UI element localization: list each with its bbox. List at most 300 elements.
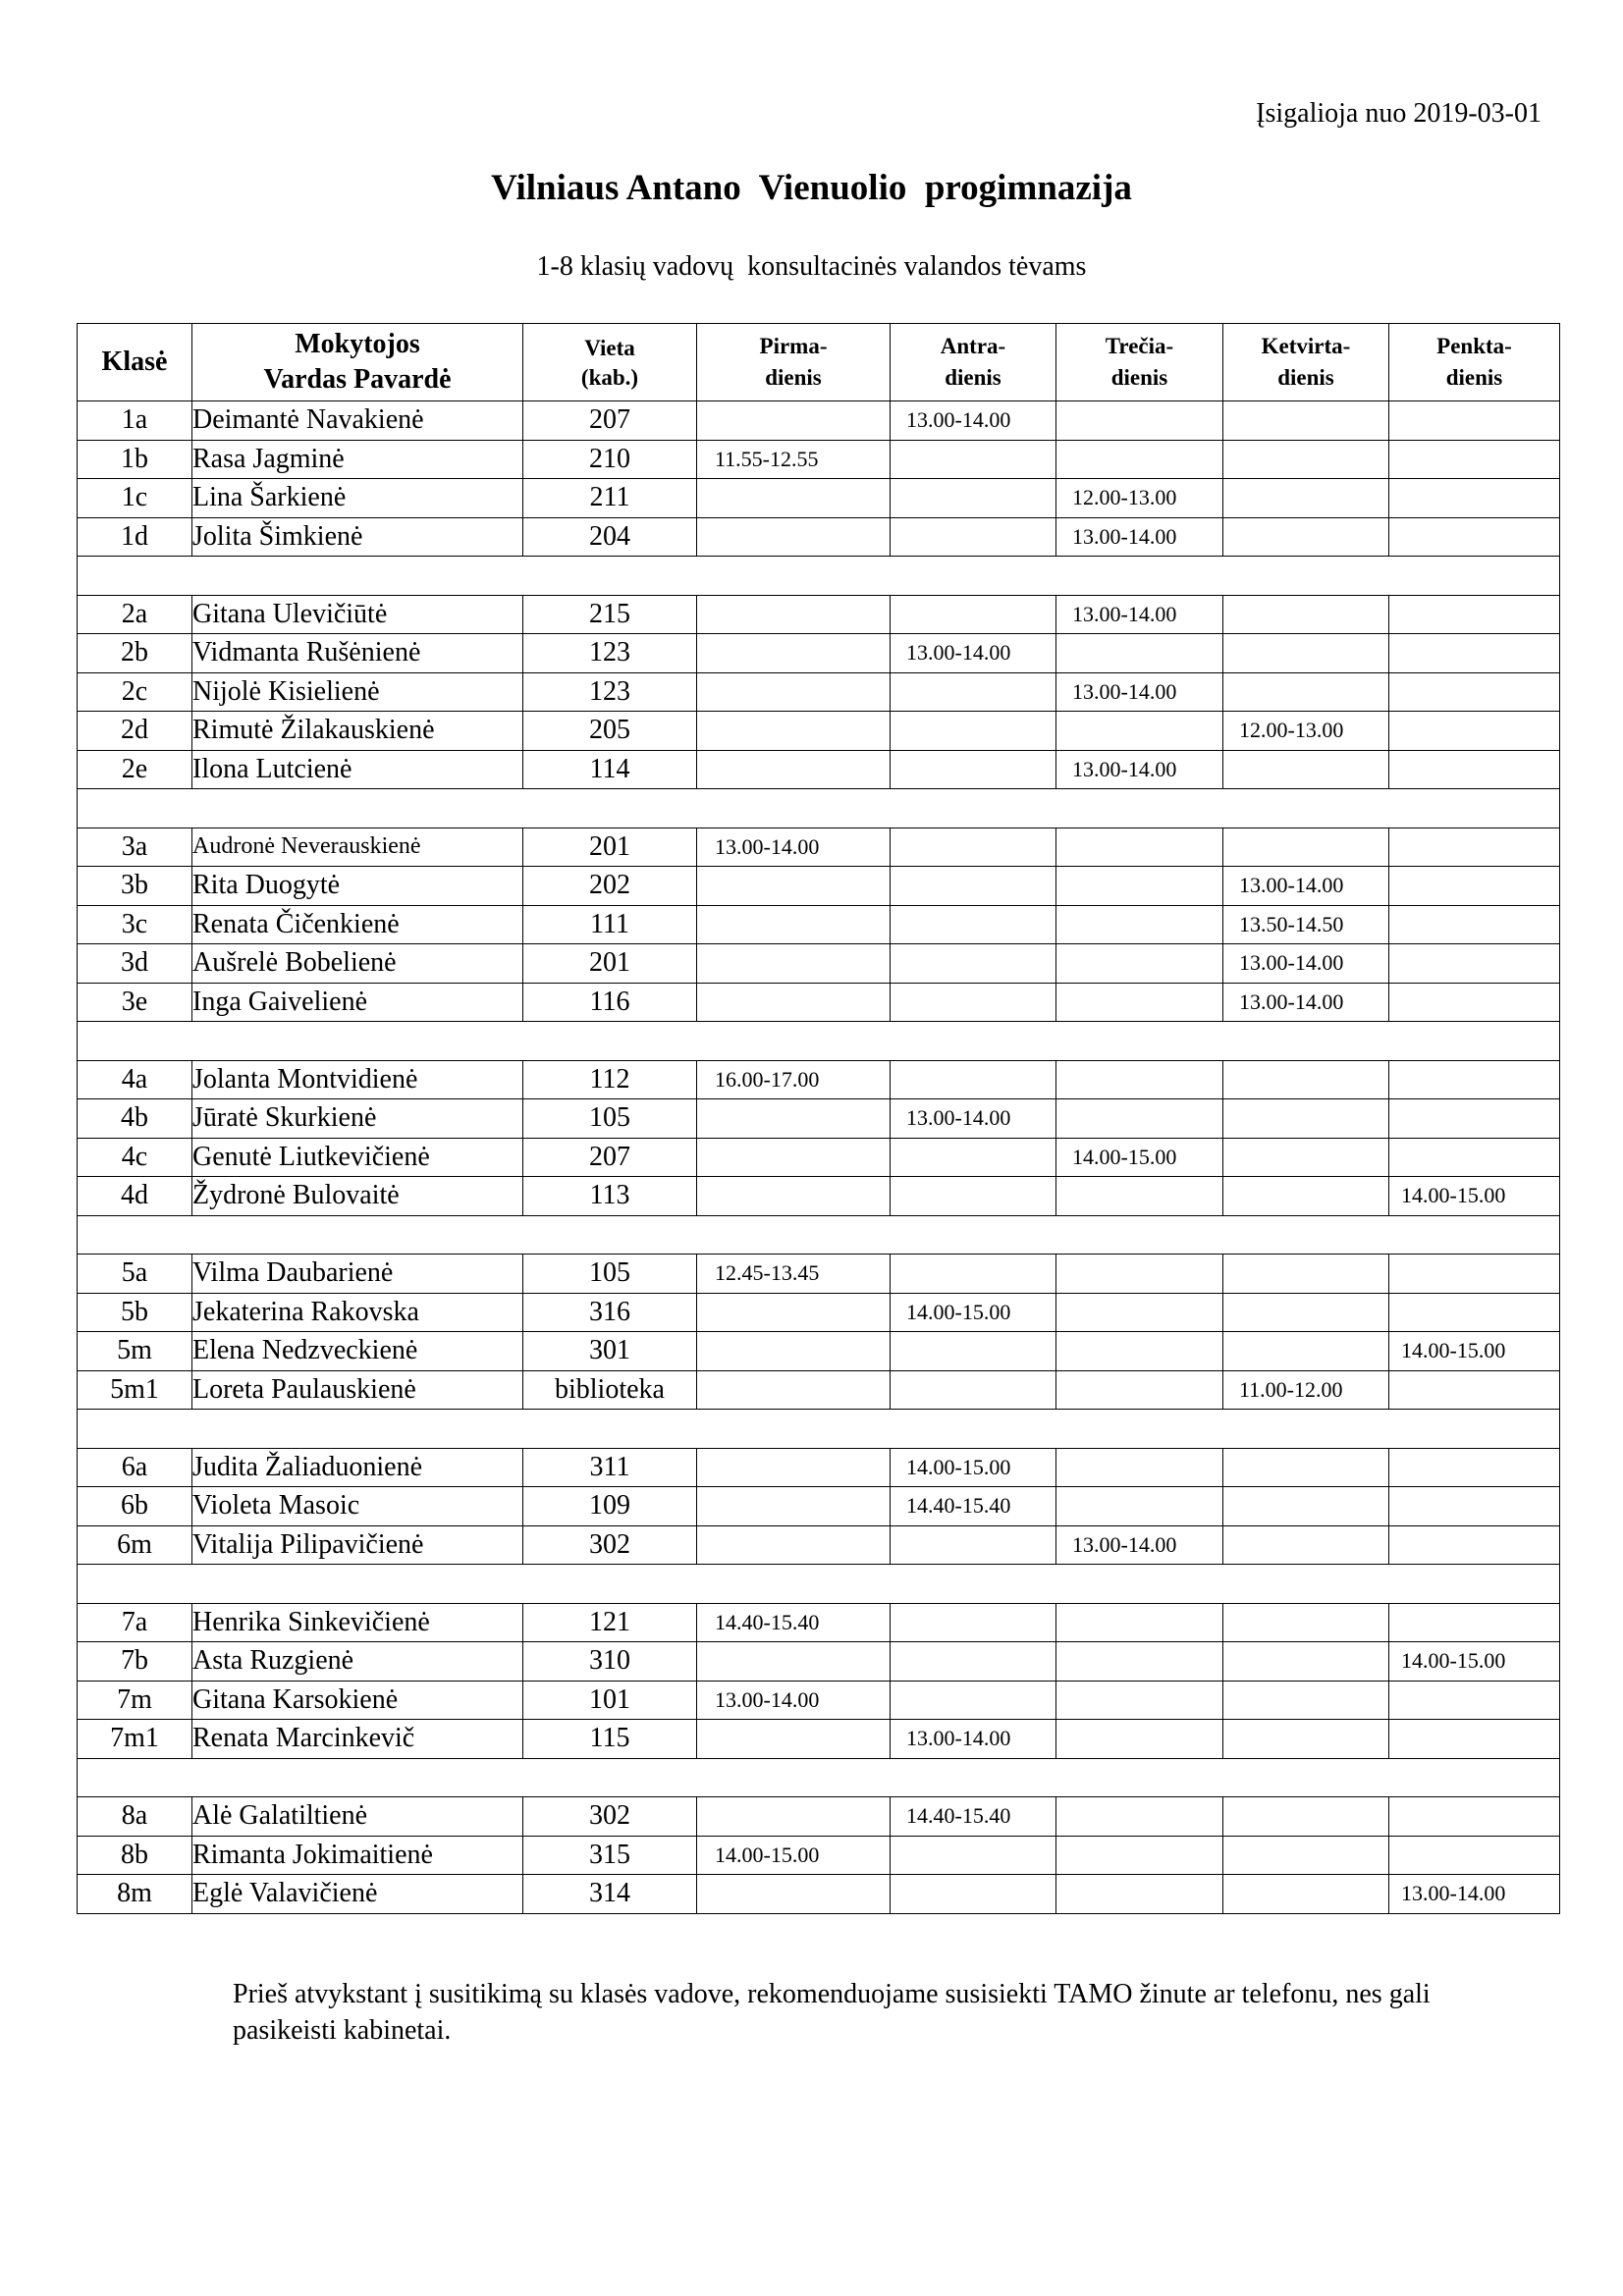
table-row (78, 1177, 1560, 1216)
wednesday-time-cell (1056, 944, 1223, 984)
wednesday-time-cell (1056, 1177, 1223, 1216)
room-cell: 201 (523, 944, 697, 984)
room-cell: 302 (523, 1797, 697, 1837)
room-cell: 314 (523, 1875, 697, 1914)
thursday-time-cell: 13.00-14.00 (1223, 944, 1389, 984)
wednesday-time-cell: 14.00-15.00 (1056, 1138, 1223, 1177)
room-cell: 310 (523, 1642, 697, 1682)
friday-time-cell (1389, 1448, 1560, 1487)
tuesday-time-cell: 13.00-14.00 (891, 1099, 1056, 1139)
monday-time-cell (697, 1797, 891, 1837)
room-cell: 123 (523, 672, 697, 712)
thursday-time-cell: 13.00-14.00 (1223, 983, 1389, 1022)
monday-time-cell (697, 1177, 891, 1216)
thursday-time-cell (1223, 1255, 1389, 1294)
teacher-cell: Rasa Jagminė (192, 440, 523, 479)
friday-time-cell (1389, 672, 1560, 712)
tuesday-time-cell (891, 944, 1056, 984)
thursday-time-cell (1223, 634, 1389, 673)
table-row (78, 479, 1560, 518)
thursday-time-cell (1223, 1836, 1389, 1875)
header-wednesday-line2: dienis (1110, 365, 1168, 390)
monday-time-cell (697, 672, 891, 712)
header-teacher-line1: Mokytojos (295, 329, 420, 359)
monday-time-cell (697, 867, 891, 906)
thursday-time-cell (1223, 1332, 1389, 1371)
table-row (78, 634, 1560, 673)
teacher-cell: Jolanta Montvidienė (192, 1060, 523, 1099)
tuesday-time-cell (891, 1332, 1056, 1371)
table-row (78, 1875, 1560, 1914)
table-row (78, 944, 1560, 984)
tuesday-time-cell (891, 1836, 1056, 1875)
teacher-cell: Vidmanta Rušėnienė (192, 634, 523, 673)
friday-time-cell (1389, 401, 1560, 441)
teacher-cell: Lina Šarkienė (192, 479, 523, 518)
tuesday-time-cell: 13.00-14.00 (891, 634, 1056, 673)
separator-cell (78, 1410, 1560, 1449)
effective-date: Įsigalioja nuo 2019-03-01 (1256, 98, 1542, 129)
class-cell: 3c (78, 905, 192, 944)
class-cell: 1d (78, 517, 192, 557)
teacher-cell: Jekaterina Rakovska (192, 1293, 523, 1332)
monday-time-cell: 13.00-14.00 (697, 828, 891, 867)
tuesday-time-cell (891, 595, 1056, 634)
wednesday-time-cell: 12.00-13.00 (1056, 479, 1223, 518)
monday-time-cell (697, 1099, 891, 1139)
separator-cell (78, 1022, 1560, 1061)
tuesday-time-cell (891, 517, 1056, 557)
tuesday-time-cell (891, 828, 1056, 867)
header-friday-line2: dienis (1445, 365, 1503, 390)
table-header-row (78, 324, 1560, 401)
friday-time-cell: 14.00-15.00 (1389, 1642, 1560, 1682)
teacher-cell: Eglė Valavičienė (192, 1875, 523, 1914)
tuesday-time-cell: 14.00-15.00 (891, 1293, 1056, 1332)
wednesday-time-cell (1056, 1293, 1223, 1332)
monday-time-cell (697, 1448, 891, 1487)
friday-time-cell (1389, 828, 1560, 867)
teacher-cell: Gitana Ulevičiūtė (192, 595, 523, 634)
friday-time-cell (1389, 1138, 1560, 1177)
teacher-cell: Vitalija Pilipavičienė (192, 1525, 523, 1565)
teacher-cell: Renata Marcinkevič (192, 1720, 523, 1759)
monday-time-cell: 11.55-12.55 (697, 440, 891, 479)
class-cell: 7a (78, 1603, 192, 1642)
separator-row (78, 1410, 1560, 1449)
class-cell: 2e (78, 750, 192, 789)
wednesday-time-cell (1056, 634, 1223, 673)
thursday-time-cell (1223, 440, 1389, 479)
friday-time-cell (1389, 1836, 1560, 1875)
wednesday-time-cell (1056, 401, 1223, 441)
friday-time-cell (1389, 1797, 1560, 1837)
monday-time-cell: 12.45-13.45 (697, 1255, 891, 1294)
class-cell: 5m1 (78, 1370, 192, 1410)
friday-time-cell (1389, 479, 1560, 518)
monday-time-cell (697, 750, 891, 789)
wednesday-time-cell (1056, 440, 1223, 479)
wednesday-time-cell (1056, 1797, 1223, 1837)
tuesday-time-cell (891, 712, 1056, 751)
wednesday-time-cell (1056, 867, 1223, 906)
room-cell: 114 (523, 750, 697, 789)
thursday-time-cell (1223, 1875, 1389, 1914)
friday-time-cell: 14.00-15.00 (1389, 1177, 1560, 1216)
table-row (78, 1525, 1560, 1565)
header-thursday-line2: dienis (1277, 365, 1334, 390)
thursday-time-cell (1223, 1293, 1389, 1332)
class-cell: 7m1 (78, 1720, 192, 1759)
tuesday-time-cell (891, 479, 1056, 518)
class-cell: 8a (78, 1797, 192, 1837)
teacher-cell: Rita Duogytė (192, 867, 523, 906)
tuesday-time-cell: 14.40-15.40 (891, 1797, 1056, 1837)
teacher-cell: Rimutė Žilakauskienė (192, 712, 523, 751)
teacher-cell: Inga Gaivelienė (192, 983, 523, 1022)
class-cell: 8b (78, 1836, 192, 1875)
wednesday-time-cell (1056, 1370, 1223, 1410)
table-row (78, 867, 1560, 906)
room-cell: 301 (523, 1332, 697, 1371)
friday-time-cell (1389, 905, 1560, 944)
table-row (78, 1370, 1560, 1410)
monday-time-cell (697, 634, 891, 673)
monday-time-cell (697, 983, 891, 1022)
class-cell: 3a (78, 828, 192, 867)
teacher-cell: Vilma Daubarienė (192, 1255, 523, 1294)
table-row (78, 1836, 1560, 1875)
header-class (78, 324, 192, 401)
table-row (78, 1332, 1560, 1371)
header-room-line1: Vieta (584, 336, 635, 360)
wednesday-time-cell (1056, 1875, 1223, 1914)
friday-time-cell (1389, 1099, 1560, 1139)
class-cell: 4b (78, 1099, 192, 1139)
room-cell: 101 (523, 1681, 697, 1720)
table-row (78, 828, 1560, 867)
room-cell: 116 (523, 983, 697, 1022)
room-cell: 109 (523, 1487, 697, 1526)
class-cell: 6m (78, 1525, 192, 1565)
thursday-time-cell (1223, 750, 1389, 789)
friday-time-cell (1389, 1293, 1560, 1332)
class-cell: 3e (78, 983, 192, 1022)
table-row (78, 983, 1560, 1022)
teacher-cell: Henrika Sinkevičienė (192, 1603, 523, 1642)
teacher-cell: Nijolė Kisielienė (192, 672, 523, 712)
class-cell: 4d (78, 1177, 192, 1216)
class-cell: 7b (78, 1642, 192, 1682)
table-row (78, 1603, 1560, 1642)
room-cell: 202 (523, 867, 697, 906)
class-cell: 1b (78, 440, 192, 479)
table-row (78, 1681, 1560, 1720)
table-row (78, 1448, 1560, 1487)
monday-time-cell (697, 401, 891, 441)
wednesday-time-cell: 13.00-14.00 (1056, 1525, 1223, 1565)
class-cell: 2a (78, 595, 192, 634)
wednesday-time-cell (1056, 1720, 1223, 1759)
teacher-cell: Judita Žaliaduonienė (192, 1448, 523, 1487)
wednesday-time-cell (1056, 1255, 1223, 1294)
wednesday-time-cell (1056, 1487, 1223, 1526)
tuesday-time-cell (891, 1681, 1056, 1720)
thursday-time-cell (1223, 1099, 1389, 1139)
teacher-cell: Asta Ruzgienė (192, 1642, 523, 1682)
tuesday-time-cell (891, 905, 1056, 944)
header-tuesday (891, 324, 1056, 401)
class-cell: 8m (78, 1875, 192, 1914)
friday-time-cell (1389, 1681, 1560, 1720)
monday-time-cell (697, 1875, 891, 1914)
table-row (78, 1642, 1560, 1682)
header-friday (1389, 324, 1560, 401)
thursday-time-cell (1223, 1720, 1389, 1759)
thursday-time-cell (1223, 828, 1389, 867)
header-teacher-line2: Vardas Pavardė (263, 364, 452, 395)
table-row (78, 905, 1560, 944)
separator-row (78, 1758, 1560, 1797)
class-cell: 7m (78, 1681, 192, 1720)
table-row (78, 1255, 1560, 1294)
monday-time-cell (697, 1293, 891, 1332)
table-row (78, 1293, 1560, 1332)
separator-row (78, 1215, 1560, 1255)
teacher-cell: Rimanta Jokimaitienė (192, 1836, 523, 1875)
monday-time-cell (697, 1370, 891, 1410)
class-cell: 4a (78, 1060, 192, 1099)
thursday-time-cell (1223, 672, 1389, 712)
tuesday-time-cell (891, 1642, 1056, 1682)
wednesday-time-cell: 13.00-14.00 (1056, 595, 1223, 634)
room-cell: biblioteka (523, 1370, 697, 1410)
thursday-time-cell (1223, 1138, 1389, 1177)
friday-time-cell: 14.00-15.00 (1389, 1332, 1560, 1371)
room-cell: 204 (523, 517, 697, 557)
class-cell: 4c (78, 1138, 192, 1177)
header-thursday (1223, 324, 1389, 401)
monday-time-cell (697, 1332, 891, 1371)
friday-time-cell (1389, 1370, 1560, 1410)
tuesday-time-cell (891, 1060, 1056, 1099)
friday-time-cell (1389, 983, 1560, 1022)
monday-time-cell (697, 517, 891, 557)
teacher-cell: Aušrelė Bobelienė (192, 944, 523, 984)
thursday-time-cell (1223, 1177, 1389, 1216)
class-cell: 1a (78, 401, 192, 441)
room-cell: 215 (523, 595, 697, 634)
thursday-time-cell (1223, 1525, 1389, 1565)
teacher-cell: Deimantė Navakienė (192, 401, 523, 441)
monday-time-cell (697, 1720, 891, 1759)
header-tuesday-line1: Antra- (940, 334, 1006, 358)
thursday-time-cell (1223, 1487, 1389, 1526)
header-friday-line1: Penkta- (1436, 334, 1512, 358)
table-row (78, 1099, 1560, 1139)
table-row (78, 1797, 1560, 1837)
room-cell: 201 (523, 828, 697, 867)
tuesday-time-cell: 13.00-14.00 (891, 1720, 1056, 1759)
thursday-time-cell (1223, 1797, 1389, 1837)
teacher-cell: Gitana Karsokienė (192, 1681, 523, 1720)
wednesday-time-cell (1056, 1332, 1223, 1371)
monday-time-cell: 14.00-15.00 (697, 1836, 891, 1875)
room-cell: 207 (523, 1138, 697, 1177)
separator-row (78, 1022, 1560, 1061)
header-room-line2: (kab.) (580, 365, 639, 390)
footer-note: Prieš atvykstant į susitikimą su klasės vadove, rekomenduojame susisiekti TAMO žinute ar telefonu, nes gali pasikeisti kabinetai. (233, 1979, 1431, 2046)
thursday-time-cell: 13.50-14.50 (1223, 905, 1389, 944)
table-row (78, 1138, 1560, 1177)
thursday-time-cell (1223, 517, 1389, 557)
table-row (78, 1060, 1560, 1099)
separator-cell (78, 557, 1560, 596)
separator-cell (78, 1215, 1560, 1255)
room-cell: 210 (523, 440, 697, 479)
class-cell: 5m (78, 1332, 192, 1371)
monday-time-cell (697, 595, 891, 634)
teacher-cell: Alė Galatiltienė (192, 1797, 523, 1837)
header-thursday-line1: Ketvirta- (1261, 334, 1351, 358)
teacher-cell: Renata Čičenkienė (192, 905, 523, 944)
table-row (78, 440, 1560, 479)
monday-time-cell (697, 1138, 891, 1177)
consultation-schedule-table (77, 323, 1560, 1914)
thursday-time-cell: 13.00-14.00 (1223, 867, 1389, 906)
table-body (78, 401, 1560, 1914)
teacher-cell: Genutė Liutkevičienė (192, 1138, 523, 1177)
tuesday-time-cell (891, 1138, 1056, 1177)
wednesday-time-cell: 13.00-14.00 (1056, 672, 1223, 712)
header-teacher (192, 324, 523, 401)
tuesday-time-cell (891, 440, 1056, 479)
header-monday-line1: Pirma- (759, 334, 828, 358)
friday-time-cell (1389, 1487, 1560, 1526)
wednesday-time-cell (1056, 1060, 1223, 1099)
thursday-time-cell: 12.00-13.00 (1223, 712, 1389, 751)
friday-time-cell: 13.00-14.00 (1389, 1875, 1560, 1914)
thursday-time-cell: 11.00-12.00 (1223, 1370, 1389, 1410)
monday-time-cell (697, 479, 891, 518)
table-row (78, 750, 1560, 789)
room-cell: 113 (523, 1177, 697, 1216)
wednesday-time-cell (1056, 828, 1223, 867)
room-cell: 121 (523, 1603, 697, 1642)
room-cell: 211 (523, 479, 697, 518)
monday-time-cell (697, 1525, 891, 1565)
room-cell: 111 (523, 905, 697, 944)
friday-time-cell (1389, 595, 1560, 634)
tuesday-time-cell (891, 1370, 1056, 1410)
friday-time-cell (1389, 712, 1560, 751)
table-row (78, 1487, 1560, 1526)
thursday-time-cell (1223, 1642, 1389, 1682)
friday-time-cell (1389, 517, 1560, 557)
table-row (78, 672, 1560, 712)
friday-time-cell (1389, 1060, 1560, 1099)
tuesday-time-cell (891, 867, 1056, 906)
header-monday-line2: dienis (765, 365, 822, 390)
class-cell: 2c (78, 672, 192, 712)
teacher-cell: Jolita Šimkienė (192, 517, 523, 557)
teacher-cell: Audronė Neverauskienė (192, 828, 523, 867)
tuesday-time-cell (891, 1255, 1056, 1294)
wednesday-time-cell: 13.00-14.00 (1056, 517, 1223, 557)
table-row (78, 595, 1560, 634)
monday-time-cell: 13.00-14.00 (697, 1681, 891, 1720)
friday-time-cell (1389, 440, 1560, 479)
wednesday-time-cell: 13.00-14.00 (1056, 750, 1223, 789)
wednesday-time-cell (1056, 1603, 1223, 1642)
tuesday-time-cell: 13.00-14.00 (891, 401, 1056, 441)
separator-cell (78, 1565, 1560, 1604)
thursday-time-cell (1223, 1060, 1389, 1099)
thursday-time-cell (1223, 595, 1389, 634)
separator-row (78, 789, 1560, 828)
wednesday-time-cell (1056, 712, 1223, 751)
friday-time-cell (1389, 1525, 1560, 1565)
wednesday-time-cell (1056, 905, 1223, 944)
room-cell: 105 (523, 1255, 697, 1294)
thursday-time-cell (1223, 1603, 1389, 1642)
class-cell: 6b (78, 1487, 192, 1526)
tuesday-time-cell: 14.00-15.00 (891, 1448, 1056, 1487)
table-row (78, 1720, 1560, 1759)
class-cell: 5b (78, 1293, 192, 1332)
monday-time-cell (697, 944, 891, 984)
teacher-cell: Jūratė Skurkienė (192, 1099, 523, 1139)
class-cell: 2d (78, 712, 192, 751)
thursday-time-cell (1223, 401, 1389, 441)
tuesday-time-cell (891, 1875, 1056, 1914)
room-cell: 316 (523, 1293, 697, 1332)
room-cell: 311 (523, 1448, 697, 1487)
separator-cell (78, 1758, 1560, 1797)
wednesday-time-cell (1056, 1836, 1223, 1875)
class-cell: 2b (78, 634, 192, 673)
tuesday-time-cell (891, 1525, 1056, 1565)
header-wednesday-line1: Trečia- (1105, 334, 1174, 358)
table-row (78, 712, 1560, 751)
friday-time-cell (1389, 867, 1560, 906)
wednesday-time-cell (1056, 1448, 1223, 1487)
header-wednesday (1056, 324, 1223, 401)
tuesday-time-cell (891, 983, 1056, 1022)
thursday-time-cell (1223, 479, 1389, 518)
table-row (78, 517, 1560, 557)
friday-time-cell (1389, 944, 1560, 984)
separator-row (78, 557, 1560, 596)
room-cell: 207 (523, 401, 697, 441)
friday-time-cell (1389, 1720, 1560, 1759)
page-title: Vilniaus Antano Vienuolio progimnazija (491, 168, 1132, 208)
monday-time-cell: 16.00-17.00 (697, 1060, 891, 1099)
friday-time-cell (1389, 750, 1560, 789)
wednesday-time-cell (1056, 1681, 1223, 1720)
separator-cell (78, 789, 1560, 828)
tuesday-time-cell: 14.40-15.40 (891, 1487, 1056, 1526)
room-cell: 112 (523, 1060, 697, 1099)
tuesday-time-cell (891, 672, 1056, 712)
room-cell: 105 (523, 1099, 697, 1139)
monday-time-cell: 14.40-15.40 (697, 1603, 891, 1642)
room-cell: 205 (523, 712, 697, 751)
tuesday-time-cell (891, 1603, 1056, 1642)
teacher-cell: Loreta Paulauskienė (192, 1370, 523, 1410)
monday-time-cell (697, 1642, 891, 1682)
class-cell: 6a (78, 1448, 192, 1487)
